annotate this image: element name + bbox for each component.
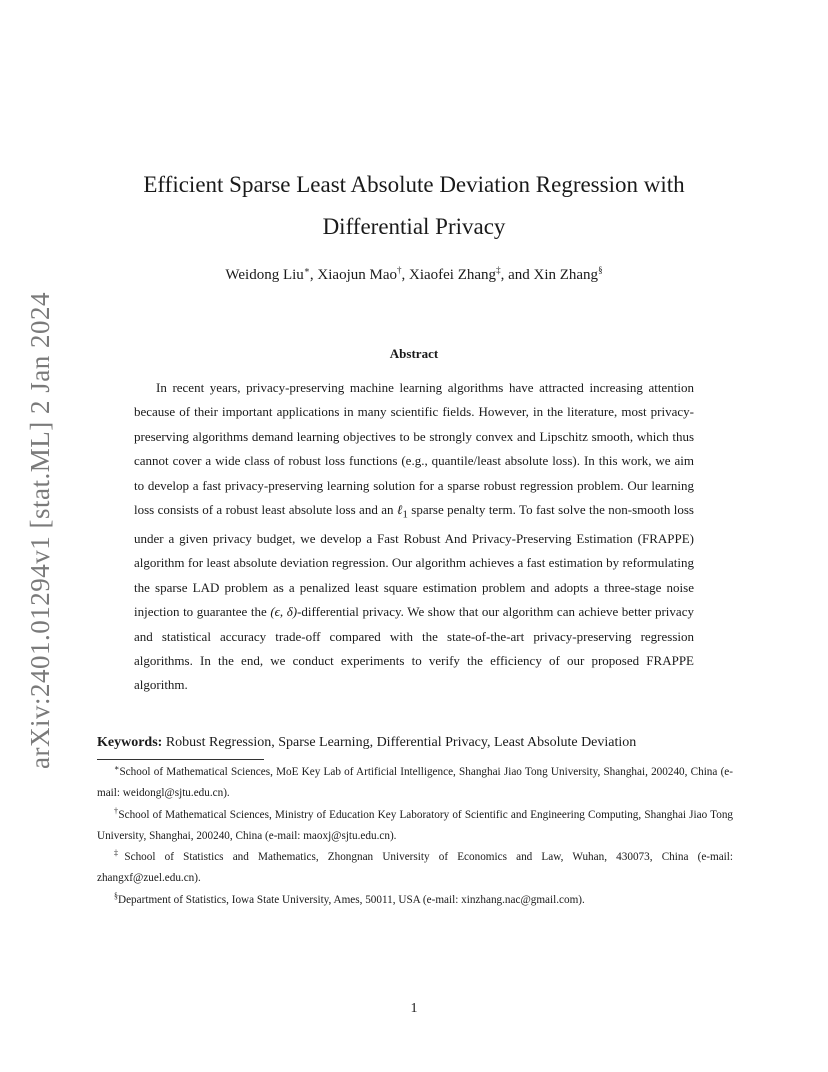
- title-line-1: Efficient Sparse Least Absolute Deviation Regression with: [143, 172, 685, 197]
- footnote-text: School of Mathematical Sciences, Ministry of Education Key Laboratory of Scientific and Engineering Computing, Shanghai Jiao Tong University, Shanghai, 200240, China (e-mail: maoxj@sjtu.edu.cn).: [97, 808, 734, 842]
- author-separator: ,: [401, 267, 409, 283]
- footnote-text: Department of Statistics, Iowa State University, Ames, 50011, USA (e-mail: xinzhang.nac@gmail.com).: [118, 893, 585, 906]
- author-name: Weidong Liu: [225, 267, 304, 283]
- arxiv-identifier: [20, 290, 60, 770]
- title-line-2: Differential Privacy: [322, 214, 506, 239]
- author-mark: ‡: [496, 265, 501, 275]
- abstract-text-part-2: sparse penalty term. To fast solve the non-smooth loss under a given privacy budget, we develop a Fast Robust And Privacy-Preserving Estimation (FRAPPE) algorithm for least absolute deviation regression. Our algorithm achieves a fast estimation by reformulating the sparse LAD problem as a penalized least square estimation problem and adopts a three-stage noise injection to guarantee the: [134, 502, 694, 620]
- arxiv-identifier-text: arXiv:2401.01294v1 [stat.ML] 2 Jan 2024: [24, 291, 55, 769]
- author-list: [100, 265, 728, 285]
- footnote-item: [97, 847, 733, 890]
- abstract-heading: Abstract: [389, 346, 439, 361]
- author-mark: §: [598, 265, 603, 275]
- footnote-mark: ‡: [114, 848, 125, 858]
- author-separator: ,: [309, 267, 318, 283]
- l1-symbol: ℓ: [396, 502, 403, 518]
- author-mark: †: [397, 265, 402, 275]
- keywords-text: Robust Regression, Sparse Learning, Differential Privacy, Least Absolute Deviation: [165, 735, 637, 750]
- abstract-text-part-3: -differential privacy. We show that our algorithm can achieve better privacy and statistical accuracy trade-off compared with the state-of-the-art privacy-preserving regression algorithms. In the end, we conduct experiments to verify the efficiency of our proposed FRAPPE algorithm.: [134, 604, 694, 693]
- author-name: Xiaojun Mao: [317, 267, 397, 283]
- keywords-line: [97, 732, 737, 754]
- page-number: 1: [410, 1001, 418, 1016]
- author-separator: , and: [500, 267, 534, 283]
- keywords-label: Keywords:: [97, 735, 163, 750]
- footnote-item: [97, 762, 733, 805]
- footnote-divider: [97, 759, 264, 760]
- footnote-item: [97, 805, 733, 848]
- author-mark: ∗: [303, 265, 310, 275]
- paper-title: [100, 164, 728, 248]
- footnote-text: School of Statistics and Mathematics, Zhongnan University of Economics and Law, Wuhan, 430073, China (e-mail: zhangxf@zuel.edu.cn).: [97, 851, 734, 885]
- abstract-text-part-1: In recent years, privacy-preserving machine learning algorithms have attracted increasing attention because of their important applications in many scientific fields. However, in the literature, most privacy-preserving algorithms demand learning objectives to be strongly convex and Lipschitz smooth, which thus cannot cover a wide class of robust loss functions (e.g., quantile/least absolute loss). In this work, we aim to develop a fast privacy-preserving learning solution for a sparse robust regression problem. Our learning loss consists of a robust least absolute loss and an: [134, 380, 694, 518]
- abstract-body: [134, 376, 694, 698]
- footnote-text: School of Mathematical Sciences, MoE Key Lab of Artificial Intelligence, Shanghai Jiao Tong University, Shanghai, 200240, China (e-mail: weidongl@sjtu.edu.cn).: [97, 766, 733, 800]
- footnote-mark: †: [114, 805, 119, 815]
- author-name: Xiaofei Zhang: [409, 267, 497, 283]
- footnote-mark: §: [114, 891, 118, 901]
- dp-symbol: (ϵ, δ): [270, 604, 298, 620]
- l1-subscript: 1: [402, 508, 408, 521]
- author-name: Xin Zhang: [533, 267, 599, 283]
- footnote-mark: ∗: [114, 763, 120, 773]
- footnote-item: [97, 890, 733, 911]
- footnotes: [97, 762, 733, 911]
